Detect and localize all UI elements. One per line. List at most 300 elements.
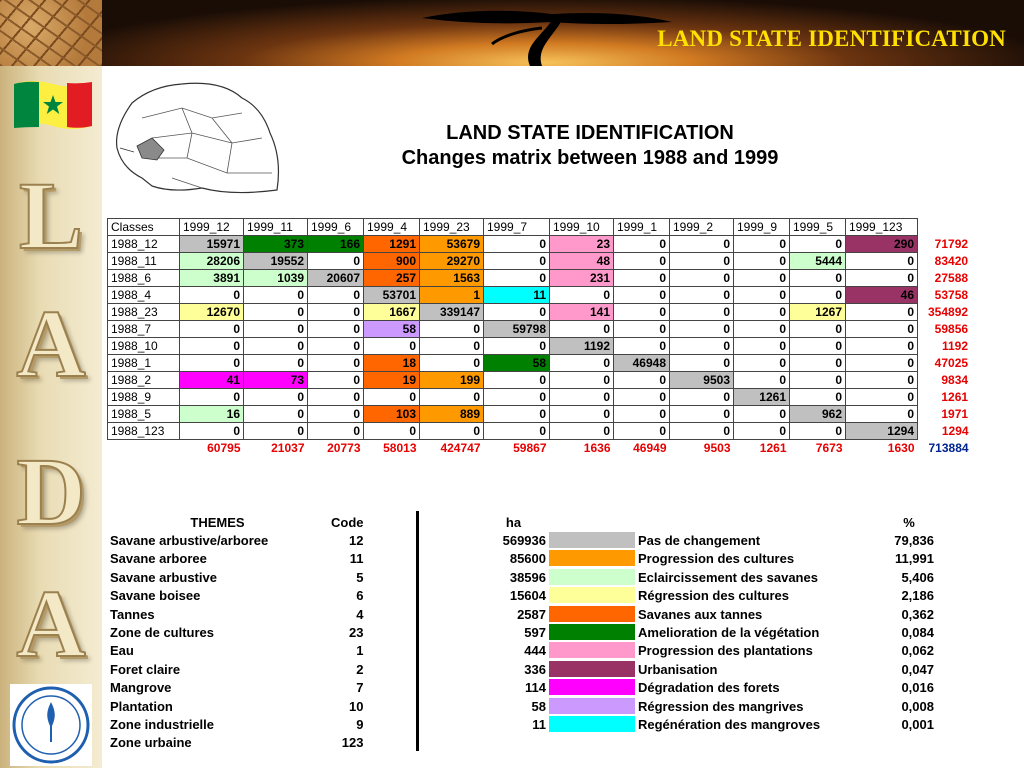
matrix-row (108, 406, 972, 423)
matrix-column-header: 1999_5 (790, 219, 846, 236)
legend-label: Progression des cultures (638, 551, 795, 567)
matrix-row (108, 338, 972, 355)
theme-row (107, 715, 367, 733)
matrix-row (108, 321, 972, 338)
matrix-cell: 9503 (670, 372, 734, 389)
legend-row (478, 587, 937, 605)
lada-letter-a-2: A (16, 570, 86, 677)
matrix-grand-total: 713884 (928, 441, 969, 455)
matrix-cell: 0 (180, 423, 244, 440)
matrix-cell: 0 (670, 321, 734, 338)
matrix-cell: 0 (550, 287, 614, 304)
matrix-cell: 19 (364, 372, 420, 389)
theme-row (107, 679, 367, 697)
matrix-cell: 0 (244, 406, 308, 423)
legend-percent: 79,836 (894, 533, 934, 549)
matrix-cell: 53701 (364, 287, 420, 304)
matrix-cell: 0 (484, 253, 550, 270)
matrix-cell: 15971 (180, 236, 244, 253)
matrix-cell: 0 (244, 423, 308, 440)
matrix-cell: 257 (364, 270, 420, 287)
legend-header-row (478, 513, 937, 531)
matrix-cell: 0 (308, 406, 364, 423)
matrix-row-label: 1988_11 (108, 253, 180, 270)
theme-code: 5 (356, 569, 364, 585)
matrix-row-total: 1192 (942, 339, 969, 353)
matrix-row-total: 59856 (934, 322, 969, 336)
matrix-column-total: 60795 (207, 441, 241, 456)
matrix-cell: 0 (670, 287, 734, 304)
matrix-cell: 0 (308, 355, 364, 372)
legend-swatch-fill (549, 698, 635, 715)
legend-hectares: 114 (525, 680, 546, 696)
matrix-cell: 962 (790, 406, 846, 423)
legend-color-swatch (549, 642, 635, 660)
matrix-cell: 0 (244, 355, 308, 372)
legend-hectares: 597 (524, 625, 546, 641)
matrix-cell: 0 (846, 372, 918, 389)
legend-label: Regénération des mangroves (638, 716, 821, 732)
theme-row (107, 660, 367, 678)
legend-hectares: 11 (532, 716, 546, 732)
sidebar (0, 0, 102, 768)
lada-letter-d: D (16, 438, 86, 545)
legend-row (478, 660, 937, 678)
acacia-tree-icon (402, 8, 682, 66)
matrix-row (108, 287, 972, 304)
matrix-cell: 231 (550, 270, 614, 287)
legend-swatch-fill (549, 642, 635, 659)
matrix-cell: 0 (364, 389, 420, 406)
matrix-cell: 199 (420, 372, 484, 389)
matrix-cell: 0 (790, 372, 846, 389)
fao-emblem-icon (10, 684, 92, 766)
matrix-cell: 0 (308, 338, 364, 355)
matrix-cell: 0 (614, 287, 670, 304)
matrix-cell: 0 (550, 423, 614, 440)
matrix-cell: 0 (790, 236, 846, 253)
matrix-cell: 73 (244, 372, 308, 389)
matrix-column-total: 58013 (383, 441, 417, 456)
legend-percent: 0,016 (901, 680, 934, 696)
matrix-column-total: 59867 (513, 441, 547, 456)
matrix-row-total: 1261 (941, 390, 969, 404)
theme-code: 7 (356, 680, 364, 696)
matrix-cell: 0 (614, 423, 670, 440)
matrix-cell: 0 (484, 389, 550, 406)
legend-hectares: 85600 (509, 551, 546, 567)
legend-swatch-fill (549, 532, 635, 549)
legend-color-swatch (549, 531, 635, 549)
legend-color-swatch (549, 623, 635, 641)
matrix-cell: 0 (846, 321, 918, 338)
legend-color-swatch (549, 605, 635, 623)
matrix-column-total: 1636 (583, 441, 611, 456)
matrix-column-total: 21037 (271, 441, 305, 456)
legend-color-swatch (549, 568, 635, 586)
matrix-cell: 28206 (180, 253, 244, 270)
theme-name: Savane arboree (110, 551, 207, 567)
matrix-cell: 0 (790, 338, 846, 355)
matrix-cell: 5444 (790, 253, 846, 270)
matrix-cell: 0 (484, 406, 550, 423)
matrix-column-header: 1999_7 (484, 219, 550, 236)
theme-code: 2 (356, 661, 364, 677)
matrix-cell: 0 (484, 304, 550, 321)
matrix-cell: 0 (364, 338, 420, 355)
matrix-cell: 0 (734, 372, 790, 389)
legend-percent: 11,991 (894, 551, 934, 567)
legend-color-swatch (549, 715, 635, 733)
matrix-row (108, 236, 972, 253)
matrix-cell: 0 (484, 423, 550, 440)
change-matrix-table (107, 218, 972, 457)
matrix-cell: 0 (614, 321, 670, 338)
matrix-cell: 0 (670, 270, 734, 287)
matrix-cell: 0 (734, 355, 790, 372)
matrix-row-label: 1988_7 (108, 321, 180, 338)
theme-name: Savane boisee (110, 588, 201, 604)
matrix-cell: 290 (846, 236, 918, 253)
matrix-cell: 0 (614, 304, 670, 321)
title-line-2: Changes matrix between 1988 and 1999 (401, 147, 779, 169)
matrix-row-total: 1294 (941, 424, 969, 438)
matrix-cell: 0 (846, 406, 918, 423)
matrix-cell: 0 (550, 355, 614, 372)
matrix-cell: 0 (550, 321, 614, 338)
legend-hectares: 58 (531, 698, 546, 714)
matrix-cell: 0 (790, 321, 846, 338)
matrix-cell: 141 (550, 304, 614, 321)
legend-color-swatch (549, 587, 635, 605)
matrix-column-total: 20773 (327, 441, 361, 456)
matrix-cell: 16 (180, 406, 244, 423)
header-banner (102, 0, 1024, 66)
legend-row (478, 697, 937, 715)
legend-row (478, 715, 937, 733)
matrix-cell: 339147 (420, 304, 484, 321)
legend-swatch-fill (549, 569, 635, 586)
matrix-cell: 0 (550, 372, 614, 389)
matrix-cell: 0 (614, 372, 670, 389)
matrix-column-header: 1999_23 (420, 219, 484, 236)
theme-name: Zone industrielle (110, 716, 215, 732)
matrix-row-total: 354892 (928, 305, 969, 319)
matrix-row-label: 1988_1 (108, 355, 180, 372)
matrix-cell: 0 (308, 321, 364, 338)
legend-swatch-fill (549, 679, 635, 696)
matrix-cell: 0 (364, 423, 420, 440)
matrix-row-label: 1988_6 (108, 270, 180, 287)
matrix-cell: 1192 (550, 338, 614, 355)
legend-row (478, 605, 937, 623)
legend-hectares: 15604 (509, 588, 546, 604)
theme-name: Zone urbaine (110, 735, 192, 751)
legend-label: Régression des mangrives (638, 698, 804, 714)
legend-hectares: 336 (524, 661, 546, 677)
matrix-cell: 103 (364, 406, 420, 423)
theme-name: Eau (110, 643, 134, 659)
matrix-cell: 0 (420, 321, 484, 338)
legend-hectares: 38596 (509, 569, 546, 585)
legend-label: Pas de changement (638, 533, 761, 549)
matrix-cell: 0 (308, 372, 364, 389)
matrix-cell: 0 (484, 236, 550, 253)
matrix-cell: 166 (308, 236, 364, 253)
legend-row (478, 679, 937, 697)
matrix-row-total: 27588 (934, 271, 969, 285)
matrix-cell: 0 (244, 287, 308, 304)
matrix-column-header: 1999_123 (846, 219, 918, 236)
legend-color-swatch (549, 697, 635, 715)
matrix-column-header: 1999_10 (550, 219, 614, 236)
matrix-cell: 0 (670, 236, 734, 253)
legend-header-spacer (549, 513, 635, 531)
theme-row (107, 550, 367, 568)
matrix-row-total: 9834 (941, 373, 969, 387)
matrix-cell: 0 (420, 389, 484, 406)
matrix-cell: 3891 (180, 270, 244, 287)
theme-name: Mangrove (110, 680, 172, 696)
matrix-cell: 1563 (420, 270, 484, 287)
matrix-row (108, 355, 972, 372)
matrix-column-header: 1999_11 (244, 219, 308, 236)
matrix-column-total: 1261 (759, 441, 787, 456)
matrix-cell: 0 (244, 338, 308, 355)
themes-table (107, 513, 367, 752)
matrix-cell: 0 (846, 338, 918, 355)
theme-name: Savane arbustive (110, 569, 217, 585)
matrix-cell: 0 (308, 423, 364, 440)
matrix-row-label: 1988_23 (108, 304, 180, 321)
matrix-cell: 0 (734, 338, 790, 355)
matrix-cell: 0 (550, 389, 614, 406)
matrix-cell: 0 (614, 406, 670, 423)
matrix-cell: 20607 (308, 270, 364, 287)
legend-label: Amelioration de la végétation (638, 625, 820, 641)
legend-swatch-fill (549, 550, 635, 567)
matrix-row-total: 1971 (941, 407, 969, 421)
legend-label: Urbanisation (638, 661, 718, 677)
matrix-cell: 11 (484, 287, 550, 304)
legend-percent: 5,406 (901, 569, 934, 585)
matrix-column-header: 1999_2 (670, 219, 734, 236)
page-title (300, 121, 880, 171)
theme-name: Savane arbustive/arboree (110, 533, 269, 549)
senegal-flag-icon (12, 76, 94, 132)
matrix-cell: 0 (846, 253, 918, 270)
code-header: Code (331, 514, 364, 530)
title-line-1: LAND STATE IDENTIFICATION (446, 122, 734, 144)
theme-code: 6 (356, 588, 364, 604)
matrix-row (108, 270, 972, 287)
theme-row (107, 734, 367, 752)
matrix-cell: 0 (670, 253, 734, 270)
matrix-cell: 0 (420, 423, 484, 440)
legend-swatch-fill (549, 587, 635, 604)
matrix-column-total: 46949 (633, 441, 667, 456)
theme-row (107, 587, 367, 605)
matrix-cell: 0 (734, 270, 790, 287)
matrix-cell: 19552 (244, 253, 308, 270)
theme-name: Plantation (110, 698, 173, 714)
theme-row (107, 623, 367, 641)
senegal-map (112, 78, 287, 203)
theme-name: Tannes (110, 606, 155, 622)
matrix-cell: 0 (734, 406, 790, 423)
legend-row (478, 531, 937, 549)
legend-swatch-fill (549, 716, 635, 733)
matrix-row (108, 304, 972, 321)
matrix-cell: 1 (420, 287, 484, 304)
matrix-cell: 0 (670, 406, 734, 423)
matrix-row-label: 1988_4 (108, 287, 180, 304)
legend-row (478, 642, 937, 660)
matrix-column-total: 424747 (440, 441, 481, 456)
matrix-cell: 0 (670, 304, 734, 321)
matrix-cell: 58 (484, 355, 550, 372)
matrix-cell: 59798 (484, 321, 550, 338)
matrix-cell: 12670 (180, 304, 244, 321)
matrix-cell: 29270 (420, 253, 484, 270)
matrix-cell: 1039 (244, 270, 308, 287)
matrix-cell: 1294 (846, 423, 918, 440)
legend-label: Dégradation des forets (638, 680, 780, 696)
matrix-cell: 0 (614, 389, 670, 406)
matrix-cell: 53679 (420, 236, 484, 253)
matrix-totals-row (108, 440, 972, 457)
matrix-row-label: 1988_10 (108, 338, 180, 355)
matrix-totals-spacer (108, 440, 180, 457)
matrix-cell: 0 (734, 287, 790, 304)
legend-row (478, 623, 937, 641)
lada-letter-l: L (18, 162, 84, 269)
matrix-cell: 0 (846, 270, 918, 287)
theme-code: 12 (349, 533, 364, 549)
matrix-cell: 0 (180, 321, 244, 338)
legend-hectares: 569936 (502, 533, 546, 549)
matrix-cell: 18 (364, 355, 420, 372)
matrix-row-total: 83420 (934, 254, 969, 268)
legend-swatch-fill (549, 606, 635, 623)
matrix-cell: 0 (484, 270, 550, 287)
matrix-cell: 0 (846, 355, 918, 372)
legend-label: Savanes aux tannes (638, 606, 763, 622)
legend-header-spacer (635, 513, 881, 531)
matrix-row-label: 1988_9 (108, 389, 180, 406)
matrix-cell: 0 (550, 406, 614, 423)
matrix-cell: 0 (790, 270, 846, 287)
matrix-column-header: 1999_1 (614, 219, 670, 236)
theme-name: Zone de cultures (110, 625, 215, 641)
matrix-cell: 41 (180, 372, 244, 389)
matrix-cell: 0 (244, 321, 308, 338)
table-divider (416, 511, 419, 751)
matrix-cell: 1667 (364, 304, 420, 321)
lada-letter-a: A (16, 290, 86, 397)
theme-row (107, 605, 367, 623)
matrix-cell: 48 (550, 253, 614, 270)
matrix-cell: 0 (734, 253, 790, 270)
matrix-cell: 0 (790, 355, 846, 372)
ha-header: ha (505, 514, 522, 530)
legend-percent: 0,008 (901, 698, 934, 714)
matrix-cell: 0 (614, 236, 670, 253)
legend-table (478, 513, 937, 734)
matrix-cell: 0 (790, 287, 846, 304)
matrix-column-total: 7673 (815, 441, 843, 456)
matrix-column-header: 1999_12 (180, 219, 244, 236)
matrix-cell: 0 (180, 355, 244, 372)
matrix-cell: 0 (614, 338, 670, 355)
matrix-row (108, 253, 972, 270)
matrix-cell: 889 (420, 406, 484, 423)
matrix-row-total: 53758 (934, 288, 969, 302)
matrix-cell: 0 (614, 270, 670, 287)
matrix-cell: 1267 (790, 304, 846, 321)
matrix-corner-label: Classes (108, 219, 180, 236)
matrix-cell: 900 (364, 253, 420, 270)
theme-row (107, 642, 367, 660)
theme-code: 9 (356, 716, 364, 732)
matrix-cell: 0 (670, 423, 734, 440)
matrix-cell: 0 (790, 423, 846, 440)
legend-row (478, 550, 937, 568)
legend-swatch-fill (549, 624, 635, 641)
matrix-column-header: 1999_6 (308, 219, 364, 236)
themes-header-row (107, 513, 367, 531)
matrix-row-label: 1988_12 (108, 236, 180, 253)
matrix-cell: 0 (734, 423, 790, 440)
matrix-cell: 23 (550, 236, 614, 253)
theme-code: 10 (349, 698, 364, 714)
legend-color-swatch (549, 550, 635, 568)
matrix-cell: 1291 (364, 236, 420, 253)
matrix-cell: 0 (734, 304, 790, 321)
matrix-column-header: 1999_9 (734, 219, 790, 236)
matrix-cell: 0 (308, 253, 364, 270)
percent-header: % (903, 514, 915, 530)
matrix-cell: 0 (790, 389, 846, 406)
matrix-cell: 1261 (734, 389, 790, 406)
matrix-cell: 0 (614, 253, 670, 270)
fao-logo (10, 684, 92, 766)
legend-hectares: 2587 (517, 606, 546, 622)
matrix-header-row (108, 219, 972, 236)
matrix-cell: 0 (734, 236, 790, 253)
banner-title: LAND STATE IDENTIFICATION (657, 26, 1006, 51)
legend-percent: 0,362 (901, 606, 934, 622)
matrix-cell: 0 (484, 372, 550, 389)
matrix-cell: 0 (244, 389, 308, 406)
legend-color-swatch (549, 679, 635, 697)
matrix-row (108, 372, 972, 389)
theme-code: 1 (356, 643, 364, 659)
theme-row (107, 531, 367, 549)
legend-percent: 0,001 (901, 716, 934, 732)
legend-color-swatch (549, 660, 635, 678)
legend-label: Progression des plantations (638, 643, 813, 659)
matrix-cell: 0 (420, 355, 484, 372)
legend-percent: 0,084 (901, 625, 934, 641)
legend-swatch-fill (549, 661, 635, 678)
theme-row (107, 697, 367, 715)
matrix-cell: 0 (670, 389, 734, 406)
matrix-row-label: 1988_5 (108, 406, 180, 423)
matrix-cell: 0 (244, 304, 308, 321)
legend-percent: 2,186 (901, 588, 934, 604)
theme-code: 4 (356, 606, 364, 622)
